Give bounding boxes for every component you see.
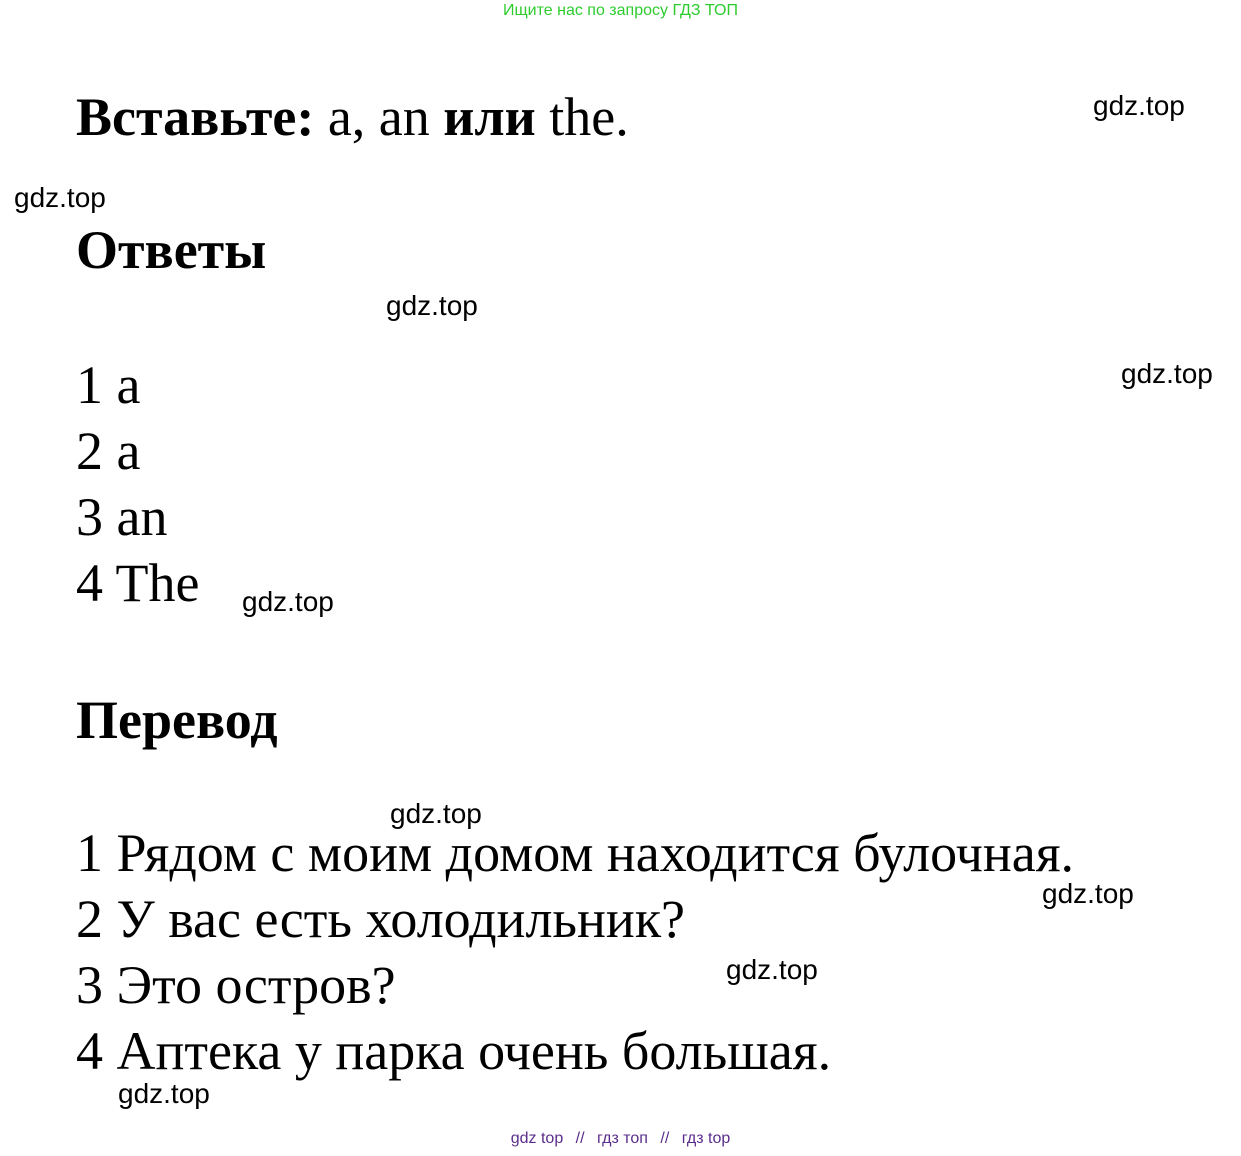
watermark: gdz.top (1042, 878, 1134, 909)
watermark: gdz.top (726, 954, 818, 985)
watermark: gdz.top (386, 290, 478, 321)
task-connector: или (443, 87, 536, 147)
answer-item: 1 a (76, 355, 141, 415)
task-options-1: a, an (327, 87, 430, 147)
translation-item: 4 Аптека у парка очень большая. (76, 1021, 832, 1081)
footer-links (0, 1130, 1241, 1148)
answer-item: 4 The (76, 553, 200, 613)
watermark: gdz.top (1093, 90, 1185, 121)
footer-separator: // (660, 1130, 670, 1147)
watermark: gdz.top (390, 798, 482, 829)
footer-link[interactable]: гдз top (681, 1130, 731, 1147)
answer-item: 3 an (76, 487, 168, 547)
footer-link[interactable]: gdz top (510, 1130, 564, 1147)
answers-heading: Ответы (76, 220, 267, 280)
translation-item: 2 У вас есть холодильник? (76, 889, 686, 949)
translation-item: 1 Рядом с моим домом находится булочная. (76, 823, 1075, 883)
top-banner[interactable]: Ищите нас по запросу ГДЗ ТОП (503, 2, 738, 19)
footer-separator: // (575, 1130, 585, 1147)
task-prefix: Вставьте: (76, 87, 315, 147)
watermark: gdz.top (242, 586, 334, 617)
answers-list (76, 352, 199, 616)
translation-heading: Перевод (76, 690, 278, 750)
translations-list (76, 820, 1074, 1084)
translation-item: 3 Это остров? (76, 955, 396, 1015)
watermark: gdz.top (1121, 358, 1213, 389)
answer-item: 2 a (76, 421, 141, 481)
watermark: gdz.top (14, 182, 106, 213)
task-options-2: the. (549, 87, 629, 147)
footer-link[interactable]: гдз топ (597, 1130, 648, 1147)
watermark: gdz.top (118, 1078, 210, 1109)
task-title (76, 82, 629, 152)
